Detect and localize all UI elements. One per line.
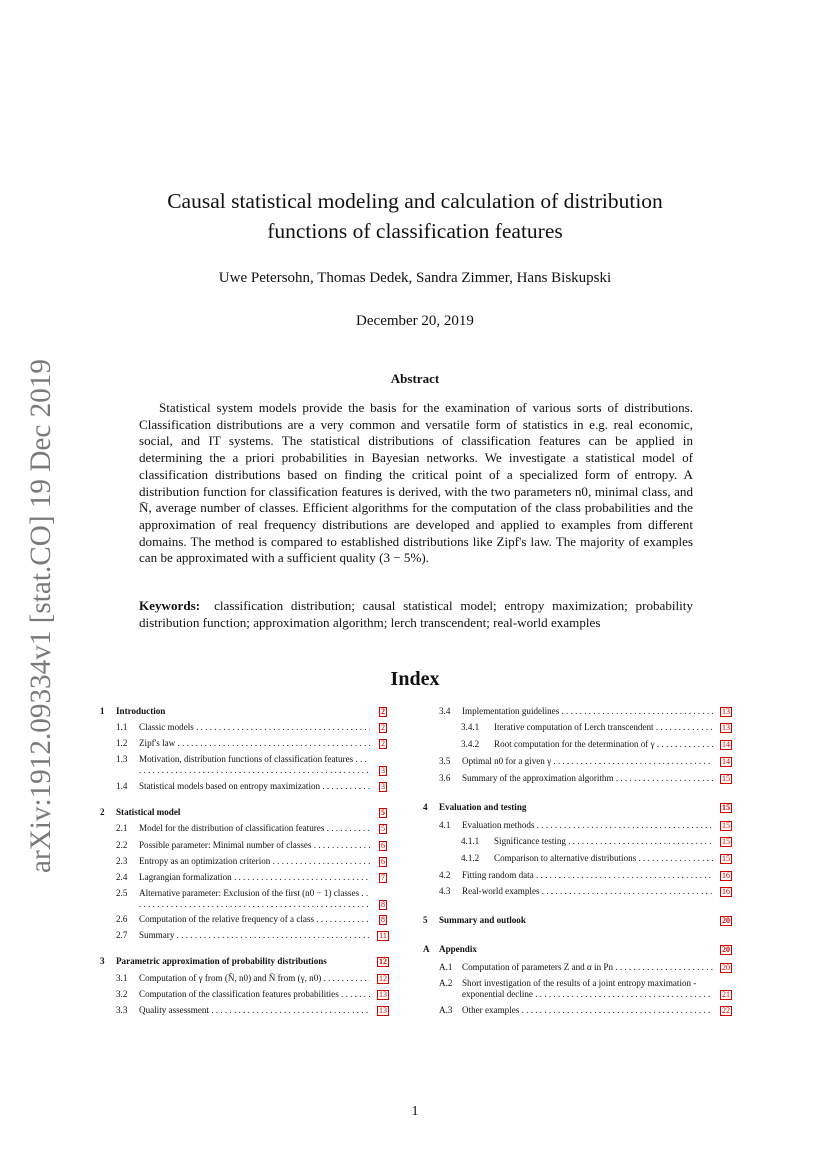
toc-left-entry-2[interactable] bbox=[100, 807, 392, 818]
toc-page-link[interactable]: 7 bbox=[381, 873, 385, 882]
toc-entry-title: Short investigation of the results of a joint entropy maximation - exponential decline . . . bbox=[462, 978, 713, 1000]
toc-right-entry-A[interactable] bbox=[423, 944, 735, 955]
toc-right-entry-A-1[interactable] bbox=[439, 962, 735, 973]
toc-left-column bbox=[100, 700, 392, 1030]
toc-entry-title: Optimal n0 for a given γ . . . bbox=[462, 756, 713, 767]
toc-page-link[interactable]: 22 bbox=[722, 1006, 730, 1015]
toc-right-entry-3-4-1[interactable] bbox=[461, 722, 735, 733]
toc-entry-number: 4.1 bbox=[439, 820, 451, 830]
toc-entry-title: Evaluation and testing bbox=[439, 802, 527, 812]
toc-page-link[interactable]: 15 bbox=[722, 837, 730, 846]
toc-entry-title: Parametric approximation of probability distributions bbox=[116, 956, 327, 966]
toc-left-entry-1[interactable] bbox=[100, 706, 392, 717]
toc-page-link[interactable]: 2 bbox=[381, 739, 385, 748]
toc-entry-title: Entropy as an optimization criterion . . . bbox=[139, 856, 370, 867]
toc-page-link[interactable]: 15 bbox=[722, 821, 730, 830]
toc-left-entry-2-6[interactable] bbox=[116, 914, 392, 925]
toc-left-entry-1-1[interactable] bbox=[116, 722, 392, 733]
toc-left-entry-2-5[interactable] bbox=[116, 888, 392, 910]
toc-entry-number: 4.1.1 bbox=[461, 836, 480, 846]
toc-entry-number: 3.1 bbox=[116, 973, 128, 983]
toc-entry-number: 2.4 bbox=[116, 872, 128, 882]
toc-page-link[interactable]: 20 bbox=[722, 916, 730, 925]
toc-entry-title: Computation of γ from (N̄, n0) and N̄ from (γ, n0) . . . bbox=[139, 973, 370, 984]
toc-entry-number: 3.2 bbox=[116, 989, 128, 999]
title-line-2: functions of classification features bbox=[267, 219, 563, 243]
toc-entry-number: 1 bbox=[100, 706, 105, 716]
toc-right-entry-4-1-1[interactable] bbox=[461, 836, 735, 847]
toc-entry-number: 3 bbox=[100, 956, 105, 966]
toc-entry-title: Other examples . . . bbox=[462, 1005, 713, 1016]
toc-left-entry-3-1[interactable] bbox=[116, 973, 392, 984]
authors: Uwe Petersohn, Thomas Dedek, Sandra Zimmer, Hans Biskupski bbox=[218, 270, 612, 286]
abstract-heading: Abstract bbox=[390, 371, 440, 386]
toc-right-entry-4-3[interactable] bbox=[439, 886, 735, 897]
toc-entry-number: 3.5 bbox=[439, 756, 451, 766]
toc-entry-number: A bbox=[423, 944, 430, 954]
paper-title bbox=[100, 186, 730, 246]
toc-entry-number: 4.2 bbox=[439, 870, 451, 880]
toc-entry-number: A.3 bbox=[439, 1005, 453, 1015]
toc-right-entry-4[interactable] bbox=[423, 802, 735, 813]
toc-entry-title: Computation of parameters Z and α in Pn . . . bbox=[462, 962, 713, 973]
toc-entry-title: Zipf's law . . . bbox=[139, 738, 370, 749]
toc-entry-number: 1.2 bbox=[116, 738, 128, 748]
toc-entry-number: 1.4 bbox=[116, 781, 128, 791]
toc-entry-title: Summary . . . bbox=[139, 930, 370, 941]
toc-entry-title: Statistical models based on entropy maximization . . . bbox=[139, 781, 370, 792]
toc-entry-title: Computation of the relative frequency of a class . . . bbox=[139, 914, 370, 925]
toc-entry-title: Possible parameter: Minimal number of classes . . . bbox=[139, 840, 370, 851]
toc-right-entry-3-5[interactable] bbox=[439, 756, 735, 767]
toc-page-link[interactable]: 8 bbox=[381, 915, 385, 924]
toc-left-entry-3[interactable] bbox=[100, 956, 392, 967]
publication-date: December 20, 2019 bbox=[356, 313, 474, 329]
toc-page-link[interactable]: 8 bbox=[381, 900, 385, 909]
title-line-1: Causal statistical modeling and calculation of distribution bbox=[167, 189, 663, 213]
toc-page-link[interactable]: 6 bbox=[381, 857, 385, 866]
toc-entry-title: Evaluation methods . . . bbox=[462, 820, 713, 831]
toc-left-entry-3-3[interactable] bbox=[116, 1005, 392, 1016]
toc-entry-title: Quality assessment . . . bbox=[139, 1005, 370, 1016]
toc-entry-title: Model for the distribution of classification features . . . bbox=[139, 823, 370, 834]
toc-entry-number: 2.1 bbox=[116, 823, 128, 833]
toc-entry-title: Alternative parameter: Exclusion of the first (n0 − 1) classes . . . bbox=[139, 888, 370, 910]
toc-entry-number: 2.7 bbox=[116, 930, 128, 940]
toc-page-link[interactable]: 14 bbox=[722, 740, 730, 749]
toc-page-link[interactable]: 13 bbox=[379, 990, 387, 999]
toc-entry-number: 4.3 bbox=[439, 886, 451, 896]
toc-entry-title: Motivation, distribution functions of classification features . . . bbox=[139, 754, 370, 776]
toc-entry-title: Fitting random data . . . bbox=[462, 870, 713, 881]
toc-entry-number: 2.5 bbox=[116, 888, 128, 898]
toc-entry-title: Lagrangian formalization . . . bbox=[139, 872, 370, 883]
toc-page-link[interactable]: 3 bbox=[381, 766, 385, 775]
toc-page-link[interactable]: 2 bbox=[381, 723, 385, 732]
toc-left-entry-2-4[interactable] bbox=[116, 872, 392, 883]
toc-entry-number: A.2 bbox=[439, 978, 453, 988]
toc-entry-title: Iterative computation of Lerch transcendent . . . bbox=[494, 722, 713, 733]
toc-right-entry-A-3[interactable] bbox=[439, 1005, 735, 1016]
toc-entry-number: 1.3 bbox=[116, 754, 128, 764]
toc-entry-title: Real-world examples . . . bbox=[462, 886, 713, 897]
toc-right-entry-3-6[interactable] bbox=[439, 773, 735, 784]
arxiv-sidebar-id bbox=[18, 355, 58, 875]
toc-page-link[interactable]: 13 bbox=[379, 1006, 387, 1015]
toc-entry-title: Significance testing . . . bbox=[494, 836, 713, 847]
toc-page-link[interactable]: 12 bbox=[379, 957, 387, 966]
toc-entry-title: Comparison to alternative distributions . . . bbox=[494, 853, 713, 864]
toc-entry-number: 1.1 bbox=[116, 722, 128, 732]
toc-entry-number: 3.4 bbox=[439, 706, 451, 716]
toc-entry-title: Implementation guidelines . . . bbox=[462, 706, 713, 717]
toc-page-link[interactable]: 15 bbox=[722, 774, 730, 783]
toc-page-link[interactable]: 20 bbox=[722, 963, 730, 972]
toc-entry-number: 5 bbox=[423, 915, 428, 925]
keywords bbox=[139, 598, 693, 631]
toc-right-column bbox=[423, 700, 735, 1030]
toc-right-entry-4-2[interactable] bbox=[439, 870, 735, 881]
toc-page-link[interactable]: 14 bbox=[722, 757, 730, 766]
toc-entry-title: Statistical model bbox=[116, 807, 181, 817]
toc-entry-title: Classic models . . . bbox=[139, 722, 370, 733]
toc-left-entry-3-2[interactable] bbox=[116, 989, 392, 1000]
toc-left-entry-1-2[interactable] bbox=[116, 738, 392, 749]
toc-page-link[interactable]: 15 bbox=[722, 803, 730, 812]
toc-entry-title: Appendix bbox=[439, 944, 477, 954]
toc-entry-number: 3.4.1 bbox=[461, 722, 480, 732]
toc-left-entry-1-4[interactable] bbox=[116, 781, 392, 792]
toc-entry-title: Summary of the approximation algorithm . . . bbox=[462, 773, 713, 784]
toc-entry-title: Introduction bbox=[116, 706, 166, 716]
toc-page-link[interactable]: 16 bbox=[722, 887, 730, 896]
toc-entry-number: 3.4.2 bbox=[461, 739, 480, 749]
toc-page-link[interactable]: 15 bbox=[722, 854, 730, 863]
keywords-label: Keywords: bbox=[139, 598, 201, 613]
toc-page-link[interactable]: 13 bbox=[722, 723, 730, 732]
toc-entry-number: 3.3 bbox=[116, 1005, 128, 1015]
toc-page-link[interactable]: 13 bbox=[722, 707, 730, 716]
toc-right-entry-5[interactable] bbox=[423, 915, 735, 926]
toc-entry-title: Root computation for the determination of γ . . . bbox=[494, 739, 713, 750]
toc-page-link[interactable]: 12 bbox=[379, 974, 387, 983]
arxiv-identifier-text: arXiv:1912.09334v1 [stat.CO] 19 Dec 2019 bbox=[24, 355, 57, 873]
toc-entry-number: 2.3 bbox=[116, 856, 128, 866]
toc-page-link[interactable]: 11 bbox=[379, 931, 387, 940]
toc-left-entry-1-3[interactable] bbox=[116, 754, 392, 776]
toc-entry-number: 2 bbox=[100, 807, 105, 817]
toc-left-entry-2-2[interactable] bbox=[116, 840, 392, 851]
toc-right-entry-4-1-2[interactable] bbox=[461, 853, 735, 864]
toc-left-entry-2-1[interactable] bbox=[116, 823, 392, 834]
keywords-text: classification distribution; causal statistical model; entropy maximization; probability distribution function; approximation algorithm; lerch transcendent; real-world examples bbox=[139, 598, 693, 630]
toc-page-link[interactable]: 20 bbox=[722, 945, 730, 954]
toc-page-link[interactable]: 3 bbox=[381, 782, 385, 791]
toc-left-entry-2-3[interactable] bbox=[116, 856, 392, 867]
toc-entry-number: 2.2 bbox=[116, 840, 128, 850]
toc-entry-title: Summary and outlook bbox=[439, 915, 526, 925]
toc-page-link[interactable]: 6 bbox=[381, 841, 385, 850]
toc-entry-title: Computation of the classification features probabilities . . . bbox=[139, 989, 370, 1000]
toc-entry-number: 3.6 bbox=[439, 773, 451, 783]
toc-left-entry-2-7[interactable] bbox=[116, 930, 392, 941]
toc-page-link[interactable]: 2 bbox=[381, 707, 385, 716]
toc-right-entry-4-1[interactable] bbox=[439, 820, 735, 831]
toc-page-link[interactable]: 5 bbox=[381, 824, 385, 833]
toc-entry-number: 4 bbox=[423, 802, 428, 812]
page-number: 1 bbox=[411, 1104, 419, 1119]
toc-page-link[interactable]: 21 bbox=[722, 990, 730, 999]
toc-right-entry-3-4[interactable] bbox=[439, 706, 735, 717]
index-heading: Index bbox=[390, 668, 440, 690]
toc-entry-number: 2.6 bbox=[116, 914, 128, 924]
toc-right-entry-A-2[interactable] bbox=[439, 978, 735, 1000]
toc-page-link[interactable]: 5 bbox=[381, 808, 385, 817]
toc-entry-number: A.1 bbox=[439, 962, 453, 972]
toc-right-entry-3-4-2[interactable] bbox=[461, 739, 735, 750]
abstract-body: Statistical system models provide the basis for the examination of various sorts of distributions. Classification distributions are a very common and versatile form of statistics in e.g. real economic, social, and IT systems. The statistical distributions of classification features can be applied in determining the a priori probabilities in Bayesian networks. We investigate a statistical model of classification distributions based on finding the critical point of a specialized form of entropy. A distribution function for classification features is derived, with the two parameters n0, minimal class, and N̄, average number of classes. Efficient algorithms for the computation of the class probabilities and the approximation of real frequency distributions are developed and applied to examples from different domains. The method is compared to established distributions like Zipf's law. The majority of examples can be approximated with a sufficient quality (3 − 5%). bbox=[139, 400, 693, 566]
toc-page-link[interactable]: 16 bbox=[722, 871, 730, 880]
toc-entry-number: 4.1.2 bbox=[461, 853, 480, 863]
